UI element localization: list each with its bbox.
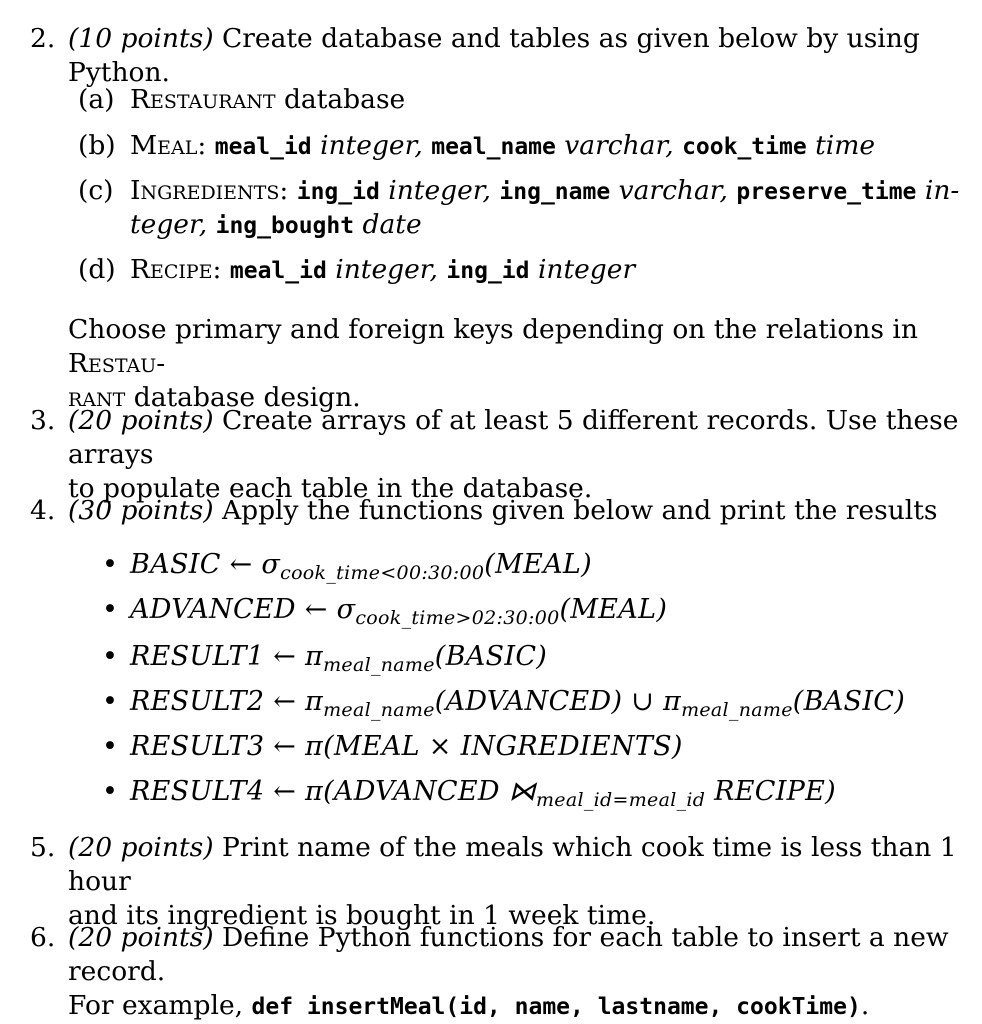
question-number: 3. xyxy=(30,405,56,436)
projection-attribute: meal_name xyxy=(323,699,435,721)
question-text: For example, xyxy=(68,990,244,1021)
note-line-1 xyxy=(68,313,968,381)
subitem-label: (d) xyxy=(78,254,116,285)
bullet-dot: • xyxy=(102,641,118,672)
subitem-c-continued xyxy=(78,208,968,243)
bullet-result1: • RESULT1 ← $\pi_{meal\_name}(BASIC)$ xyxy=(102,641,548,676)
projection-attribute: meal_name xyxy=(681,699,793,721)
question-4 xyxy=(30,494,968,528)
table-name: Meal: xyxy=(130,130,207,161)
relation-name: BASIC xyxy=(130,549,221,580)
field-type: integer, xyxy=(335,254,438,285)
subitem-b xyxy=(78,129,968,164)
question-text: Apply the functions given below and print the results xyxy=(221,495,938,526)
field-name: ing_name xyxy=(499,179,611,205)
note-text: database design. xyxy=(133,382,361,413)
question-text-line-2 xyxy=(68,989,968,1024)
question-points: (20 points) xyxy=(68,405,214,436)
field-name: meal_id xyxy=(214,134,312,160)
subitem-label: (b) xyxy=(78,130,116,161)
field-type: time xyxy=(815,130,876,161)
subitem-d xyxy=(78,253,968,288)
question-points: (20 points) xyxy=(68,832,214,863)
relation-argument: (BASIC) xyxy=(792,686,906,717)
field-name: cook_time xyxy=(682,134,807,160)
question-number: 5. xyxy=(30,832,56,863)
punctuation: . xyxy=(860,990,870,1021)
subitem-c xyxy=(78,174,968,209)
question-number: 2. xyxy=(30,23,56,54)
question-number: 6. xyxy=(30,922,56,953)
question-6 xyxy=(30,921,968,1024)
field-type: teger, xyxy=(130,209,208,240)
relation-argument: (MEAL) xyxy=(484,549,592,580)
field-type: integer, xyxy=(388,175,491,206)
join-condition: meal_id=meal_id xyxy=(535,789,706,811)
bullet-result3: • RESULT3 ← π(MEAL × INGREDIENTS) xyxy=(102,731,683,762)
bullet-result2: • RESULT2 ← $\pi_{meal\_name}(ADVANCED)$ ∪ $\pi_{meal\_name}(BASIC)$ xyxy=(102,686,906,721)
bullet-dot: • xyxy=(102,731,118,762)
bullet-dot: • xyxy=(102,549,118,580)
question-text: Create database and tables as given below by using Python. xyxy=(68,23,920,88)
table-name: Recipe: xyxy=(130,254,222,285)
question-text: and its ingredient is bought in 1 week time. xyxy=(68,900,656,931)
question-text: Print name of the meals which cook time is less than 1 hour xyxy=(68,832,957,897)
field-name: ing_id xyxy=(446,258,530,284)
selection-condition: cook_time<00:30:00 xyxy=(280,562,485,584)
subitem-a xyxy=(78,83,968,117)
relation-name: ADVANCED xyxy=(130,594,296,625)
relation-argument: (MEAL) xyxy=(559,594,668,625)
subitem-text: database xyxy=(283,84,406,115)
table-name: Ingredients: xyxy=(130,175,289,206)
database-name: rant xyxy=(68,382,126,413)
question-2 xyxy=(30,22,968,90)
question-3 xyxy=(30,404,968,506)
bullet-advanced: • ADVANCED ← $\sigma_{cook\_time>02:30:00}(MEAL)$ xyxy=(102,594,668,629)
question-number: 4. xyxy=(30,495,56,526)
field-name: meal_id xyxy=(229,258,327,284)
field-name: preserve_time xyxy=(736,179,917,205)
database-name: Restaurant xyxy=(130,84,276,115)
question-points: (30 points) xyxy=(68,495,214,526)
field-name: ing_id xyxy=(296,179,380,205)
relation-argument: RECIPE) xyxy=(705,776,836,807)
selection-condition: cook_time>02:30:00 xyxy=(355,607,560,629)
code-snippet: def insertMeal(id, name, lastname, cookTime) xyxy=(251,994,861,1020)
bullet-dot: • xyxy=(102,776,118,807)
relation-argument: (BASIC) xyxy=(434,641,548,672)
field-type: integer xyxy=(537,254,636,285)
relation-expression: (ADVANCED) ∪ π xyxy=(434,686,682,717)
bullet-result4: • RESULT4 ← π(ADVANCED $⋈_{meal\_id=meal\_id}$ RECIPE) xyxy=(102,776,836,811)
subitem-label: (a) xyxy=(78,84,115,115)
field-name: meal_name xyxy=(431,134,556,160)
question-text: Define Python functions for each table to insert a new record. xyxy=(68,922,949,987)
bullet-basic: • BASIC ← $\sigma_{cook\_time<00:30:00}(MEAL)$ xyxy=(102,549,592,584)
note-text: Choose primary and foreign keys depending on the relations in xyxy=(68,314,918,345)
relation-expression: (ADVANCED ⋈ xyxy=(323,776,536,807)
field-type: date xyxy=(362,209,422,240)
relation-name: RESULT4 xyxy=(130,776,265,807)
field-name: ing_bought xyxy=(215,213,355,239)
field-type: varchar, xyxy=(618,175,728,206)
relation-name: RESULT2 xyxy=(130,686,265,717)
question-text: Create arrays of at least 5 different records. Use these arrays xyxy=(68,405,959,470)
question-2-note xyxy=(30,313,968,415)
question-points: (10 points) xyxy=(68,23,214,54)
bullet-dot: • xyxy=(102,686,118,717)
field-type: in- xyxy=(924,175,960,206)
subitem-label: (c) xyxy=(78,175,114,206)
bullet-dot: • xyxy=(102,594,118,625)
question-points: (20 points) xyxy=(68,922,214,953)
relation-name: RESULT1 xyxy=(130,641,265,672)
question-5 xyxy=(30,831,968,933)
field-type: integer, xyxy=(320,130,423,161)
projection-attribute: meal_name xyxy=(323,654,435,676)
question-text: to populate each table in the database. xyxy=(68,473,593,504)
database-name: Restau- xyxy=(68,348,166,379)
field-type: varchar, xyxy=(564,130,674,161)
relation-argument: (MEAL × INGREDIENTS) xyxy=(323,731,683,762)
relation-name: RESULT3 xyxy=(130,731,265,762)
